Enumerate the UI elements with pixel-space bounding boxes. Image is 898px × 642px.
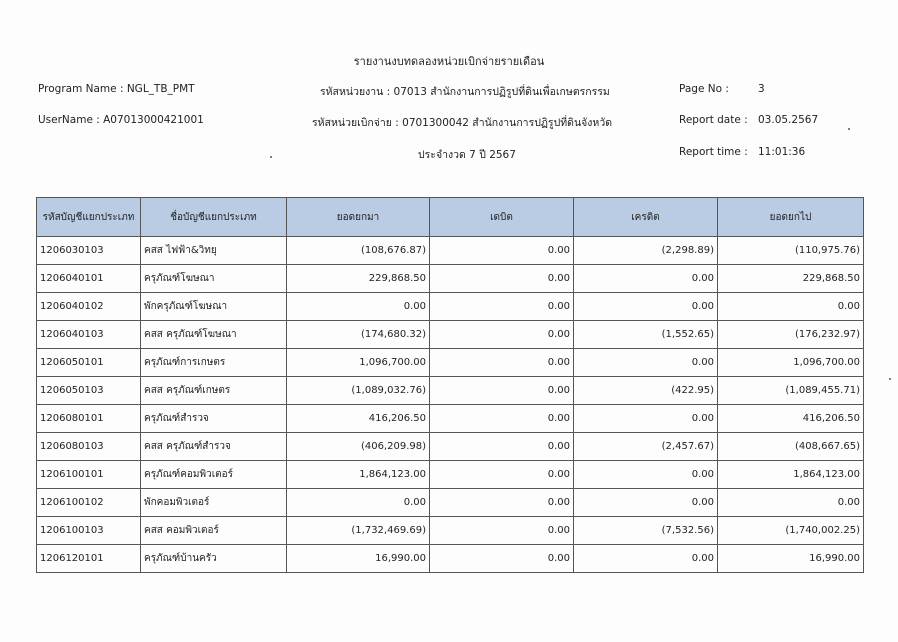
report-period: ประจำงวด 7 ปี 2567 [418, 149, 516, 161]
report-time-value: 11:01:36 [758, 146, 806, 158]
report-time-label: Report time : [679, 146, 748, 158]
account-code: 1206040103 [37, 321, 141, 349]
credit: 0.00 [574, 349, 718, 377]
balance-forward: (174,680.32) [287, 321, 430, 349]
credit: 0.00 [574, 405, 718, 433]
balance-carried: 0.00 [718, 293, 864, 321]
debit: 0.00 [430, 489, 574, 517]
credit: (422.95) [574, 377, 718, 405]
balance-carried: (110,975.76) [718, 237, 864, 265]
scan-speck [889, 378, 891, 380]
table-row [37, 517, 864, 545]
account-name: ครุภัณฑ์การเกษตร [141, 349, 287, 377]
table-row [37, 265, 864, 293]
balance-carried: 16,990.00 [718, 545, 864, 573]
balance-forward: (1,732,469.69) [287, 517, 430, 545]
credit: (1,552.65) [574, 321, 718, 349]
credit: 0.00 [574, 489, 718, 517]
balance-forward: (108,676.87) [287, 237, 430, 265]
credit: 0.00 [574, 461, 718, 489]
balance-carried: 1,096,700.00 [718, 349, 864, 377]
balance-carried: 229,868.50 [718, 265, 864, 293]
account-code: 1206120101 [37, 545, 141, 573]
balance-forward: 0.00 [287, 489, 430, 517]
debit: 0.00 [430, 517, 574, 545]
table-row [37, 405, 864, 433]
disbursement-unit-code: รหัสหน่วยเบิกจ่าย : 0701300042 สำนักงานการปฏิรูปที่ดินจังหวัด [312, 117, 613, 129]
balance-carried: 0.00 [718, 489, 864, 517]
account-code: 1206050103 [37, 377, 141, 405]
balance-forward: 416,206.50 [287, 405, 430, 433]
account-code: 1206080101 [37, 405, 141, 433]
balance-carried: (408,667.65) [718, 433, 864, 461]
debit: 0.00 [430, 461, 574, 489]
debit: 0.00 [430, 377, 574, 405]
header-account-code: รหัสบัญชีแยกประเภท [37, 198, 141, 237]
table-row [37, 321, 864, 349]
table-row [37, 237, 864, 265]
balance-forward: 0.00 [287, 293, 430, 321]
credit: (2,298.89) [574, 237, 718, 265]
header-account-name: ชื่อบัญชีแยกประเภท [141, 198, 287, 237]
account-code: 1206040101 [37, 265, 141, 293]
balance-carried: (1,740,002.25) [718, 517, 864, 545]
table-row [37, 489, 864, 517]
balance-carried: (176,232.97) [718, 321, 864, 349]
credit: 0.00 [574, 545, 718, 573]
credit: (7,532.56) [574, 517, 718, 545]
account-name: คสส ครุภัณฑ์สำรวจ [141, 433, 287, 461]
header-credit: เครดิต [574, 198, 718, 237]
header-balance-forward: ยอดยกมา [287, 198, 430, 237]
trial-balance-table [36, 197, 864, 573]
account-name: พักคอมพิวเตอร์ [141, 489, 287, 517]
account-name: พักครุภัณฑ์โฆษณา [141, 293, 287, 321]
table-row [37, 545, 864, 573]
account-code: 1206040102 [37, 293, 141, 321]
balance-forward: 229,868.50 [287, 265, 430, 293]
table-row [37, 377, 864, 405]
balance-forward: 16,990.00 [287, 545, 430, 573]
account-name: ครุภัณฑ์บ้านครัว [141, 545, 287, 573]
debit: 0.00 [430, 265, 574, 293]
debit: 0.00 [430, 237, 574, 265]
balance-forward: 1,864,123.00 [287, 461, 430, 489]
table-row [37, 461, 864, 489]
account-code: 1206100103 [37, 517, 141, 545]
program-name: Program Name : NGL_TB_PMT [38, 83, 195, 95]
debit: 0.00 [430, 349, 574, 377]
credit: (2,457.67) [574, 433, 718, 461]
account-name: คสส ครุภัณฑ์โฆษณา [141, 321, 287, 349]
debit: 0.00 [430, 433, 574, 461]
credit: 0.00 [574, 265, 718, 293]
balance-carried: 1,864,123.00 [718, 461, 864, 489]
balance-forward: (1,089,032.76) [287, 377, 430, 405]
account-code: 1206030103 [37, 237, 141, 265]
credit: 0.00 [574, 293, 718, 321]
account-code: 1206050101 [37, 349, 141, 377]
account-name: คสส ไฟฟ้า&วิทยุ [141, 237, 287, 265]
account-code: 1206100101 [37, 461, 141, 489]
debit: 0.00 [430, 545, 574, 573]
scan-speck [848, 128, 850, 130]
debit: 0.00 [430, 405, 574, 433]
page-no-label: Page No : [679, 83, 729, 95]
report-date-label: Report date : [679, 114, 748, 126]
balance-carried: (1,089,455.71) [718, 377, 864, 405]
header-debit: เดบิต [430, 198, 574, 237]
debit: 0.00 [430, 321, 574, 349]
username: UserName : A07013000421001 [38, 114, 204, 126]
balance-forward: 1,096,700.00 [287, 349, 430, 377]
table-row [37, 433, 864, 461]
agency-code: รหัสหน่วยงาน : 07013 สำนักงานการปฏิรูปที่ดินเพื่อเกษตรกรรม [320, 86, 610, 98]
balance-carried: 416,206.50 [718, 405, 864, 433]
account-name: ครุภัณฑ์คอมพิวเตอร์ [141, 461, 287, 489]
page-no-value: 3 [758, 83, 765, 95]
table-header-row [37, 198, 864, 237]
scan-speck [270, 156, 272, 158]
account-name: ครุภัณฑ์โฆษณา [141, 265, 287, 293]
account-code: 1206100102 [37, 489, 141, 517]
balance-forward: (406,209.98) [287, 433, 430, 461]
account-name: ครุภัณฑ์สำรวจ [141, 405, 287, 433]
report-date-value: 03.05.2567 [758, 114, 819, 126]
account-name: คสส ครุภัณฑ์เกษตร [141, 377, 287, 405]
table-row [37, 293, 864, 321]
report-title: รายงานงบทดลองหน่วยเบิกจ่ายรายเดือน [353, 55, 545, 68]
header-balance-carried: ยอดยกไป [718, 198, 864, 237]
debit: 0.00 [430, 293, 574, 321]
table-row [37, 349, 864, 377]
account-code: 1206080103 [37, 433, 141, 461]
account-name: คสส คอมพิวเตอร์ [141, 517, 287, 545]
